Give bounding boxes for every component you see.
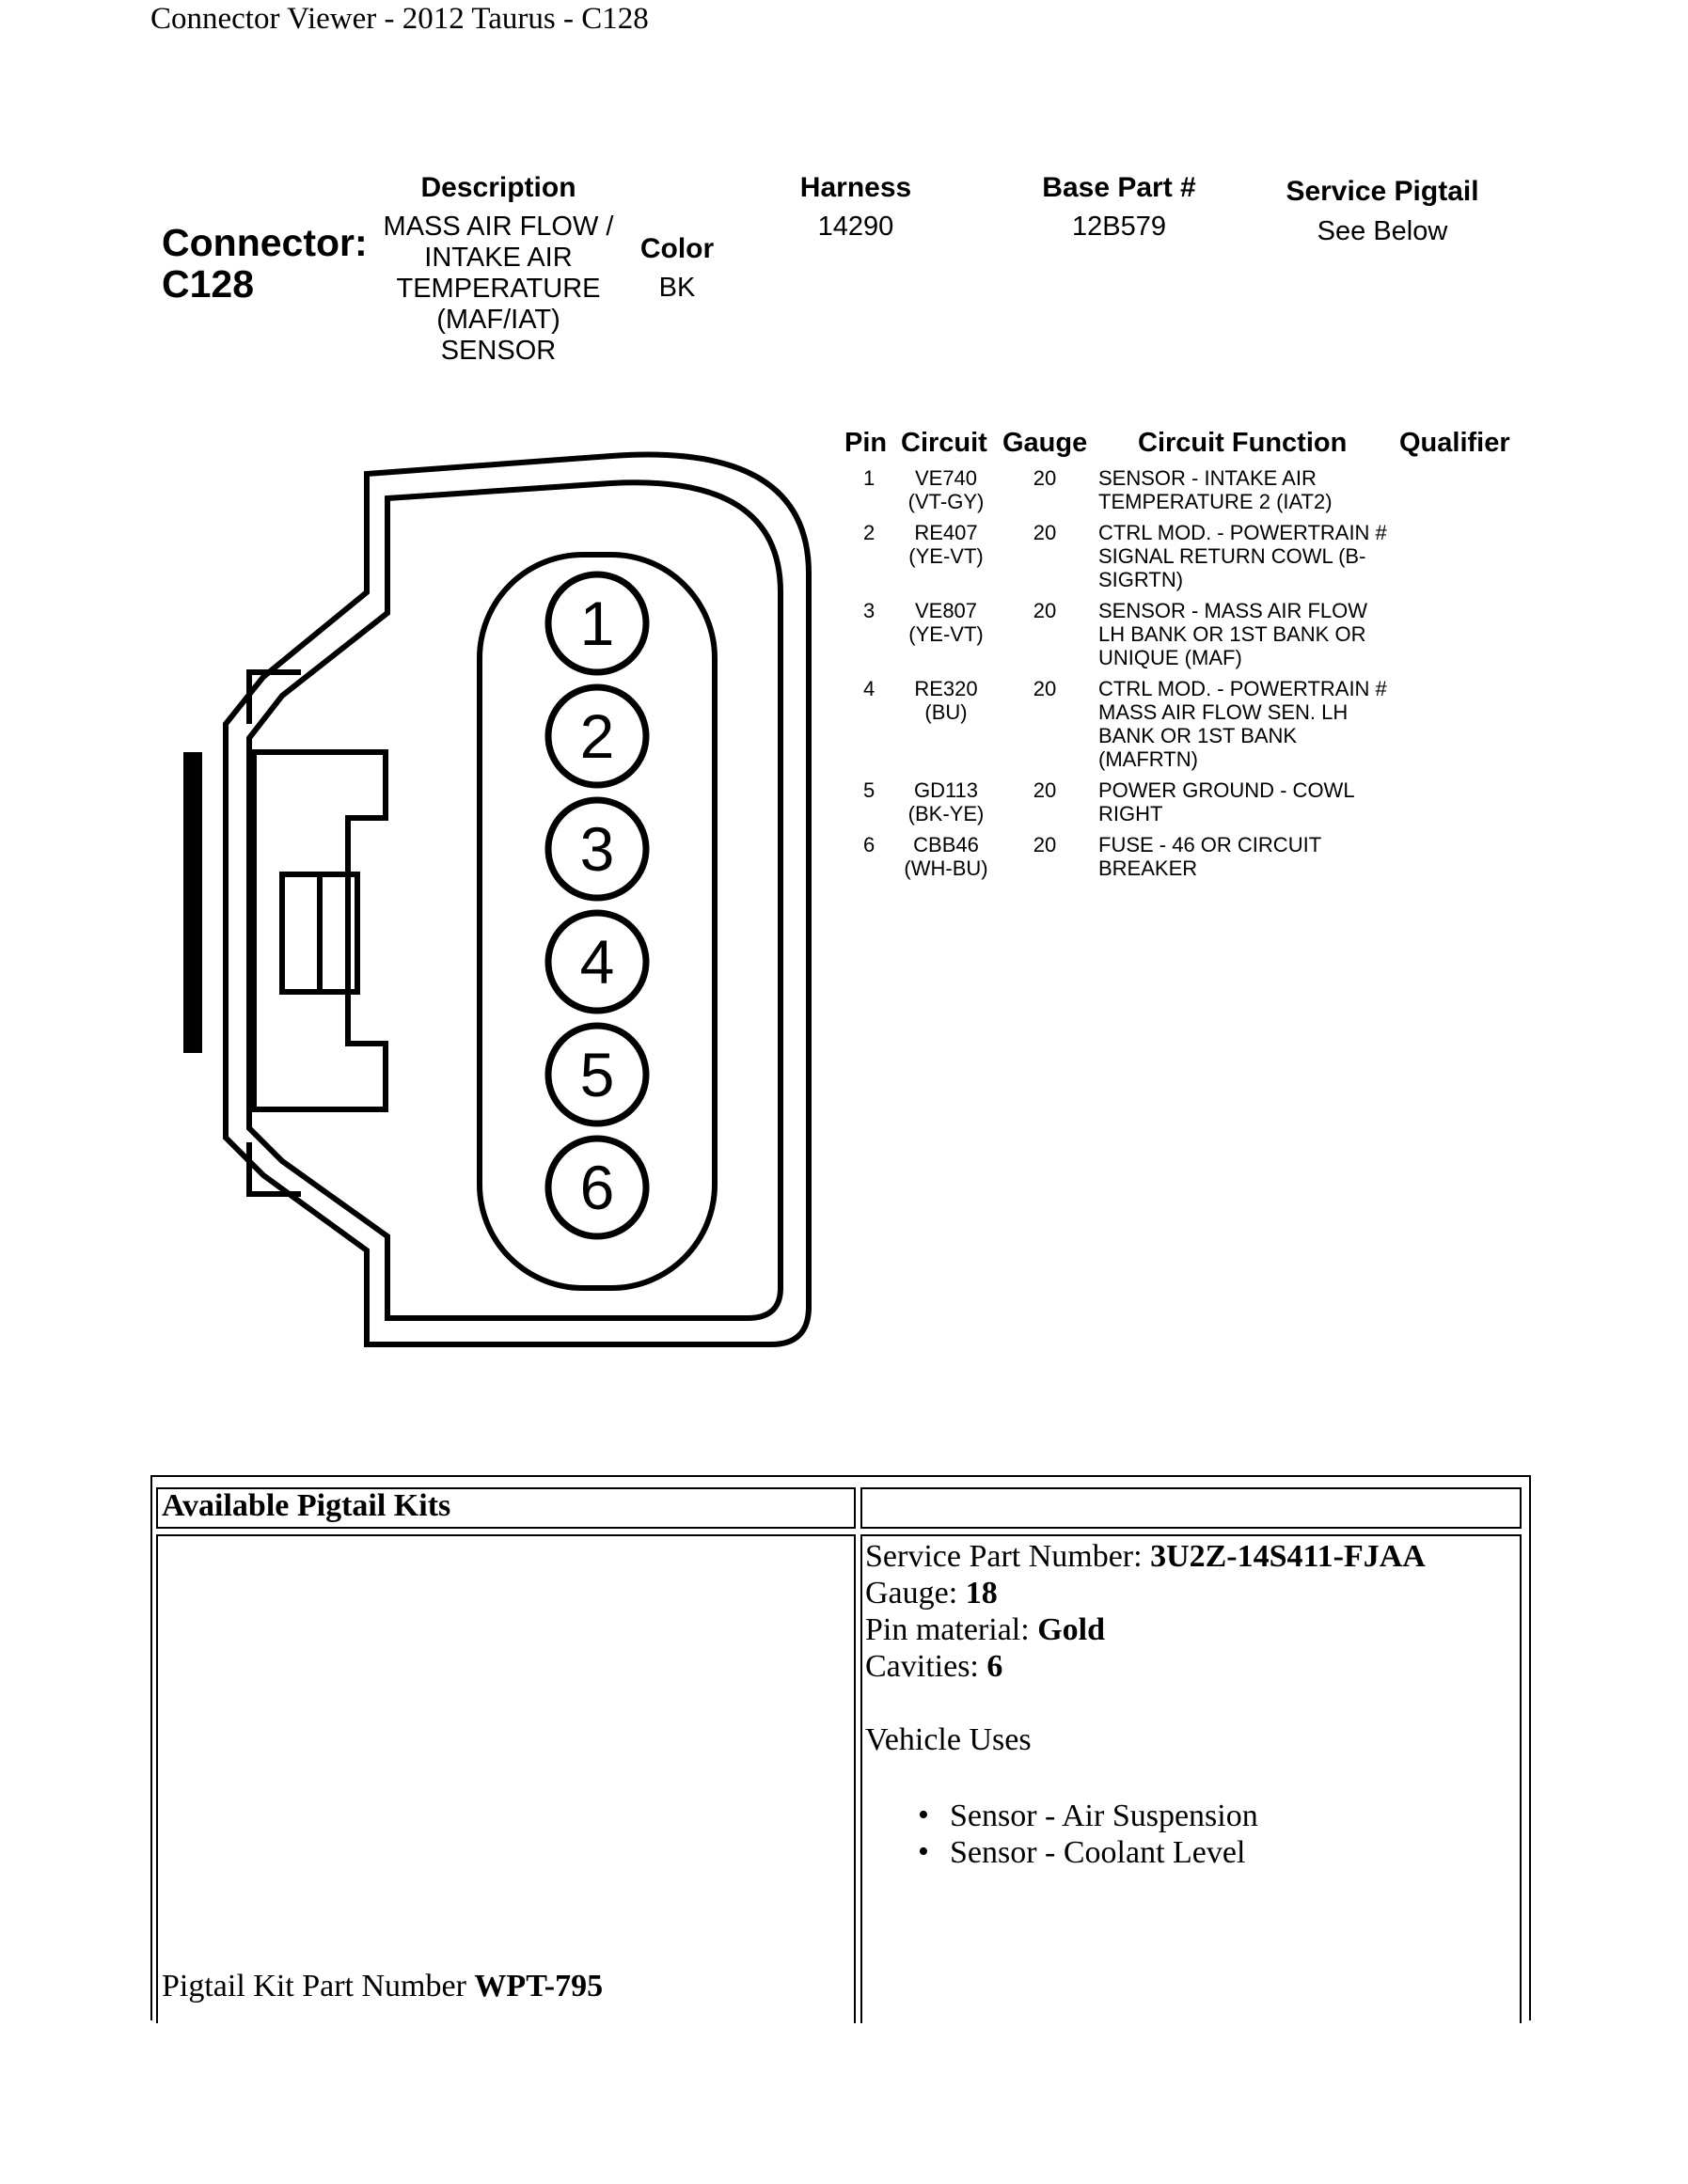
gauge-cell: 20 xyxy=(1033,778,1057,802)
description-line: SENSOR xyxy=(440,336,557,366)
connector-label-line1: Connector: xyxy=(162,221,368,264)
connector-label xyxy=(162,222,368,305)
cavities-value: 6 xyxy=(986,1649,1003,1684)
pin-material-value: Gold xyxy=(1037,1612,1105,1647)
pin-number: 6 xyxy=(579,1153,615,1222)
description-line: TEMPERATURE xyxy=(396,274,601,304)
circuit-cell: RE407 (YE-VT) xyxy=(908,521,984,568)
pin-material-line: Pin material: Gold xyxy=(865,1612,1105,1647)
housing-rib xyxy=(183,752,202,1053)
list-item: • Sensor - Coolant Level xyxy=(950,1834,1426,1871)
color-label: Color xyxy=(639,233,715,264)
pin-number: 1 xyxy=(579,589,615,658)
kits-left-cell xyxy=(156,1534,856,2023)
function-cell: CTRL MOD. - POWERTRAIN # MASS AIR FLOW SEN. LH BANK OR 1ST BANK (MAFRTN) xyxy=(1098,677,1387,771)
pin-number: 4 xyxy=(579,927,615,997)
description-line: (MAF/IAT) xyxy=(436,305,560,335)
pin-number: 2 xyxy=(579,701,615,771)
kit-part-number xyxy=(162,1968,603,2004)
function-cell: FUSE - 46 OR CIRCUIT BREAKER xyxy=(1098,833,1322,880)
service-part-line: Service Part Number: 3U2Z-14S411-FJAA xyxy=(865,1539,1426,1574)
housing-outline xyxy=(226,455,809,1344)
pin-group xyxy=(548,574,646,1236)
col-header-qualifier: Qualifier xyxy=(1399,428,1510,458)
gauge-line: Gauge: 18 xyxy=(865,1576,998,1611)
connector-id: C128 xyxy=(162,262,255,306)
vehicle-uses-label: Vehicle Uses xyxy=(865,1722,1032,1757)
col-header-gauge: Gauge xyxy=(1002,428,1088,458)
side-notch-top xyxy=(249,672,301,724)
gauge-cell: 20 xyxy=(1033,677,1057,700)
pin-number: 3 xyxy=(579,814,615,884)
pin-cell: 5 xyxy=(863,778,876,802)
circuit-cell: RE320 (BU) xyxy=(914,677,978,724)
list-item: • Sensor - Air Suspension xyxy=(950,1798,1426,1834)
kit-part-value: WPT-795 xyxy=(474,1969,604,2003)
kits-heading: Available Pigtail Kits xyxy=(162,1488,451,1523)
function-cell: CTRL MOD. - POWERTRAIN # SIGNAL RETURN COWL (B- SIGRTN) xyxy=(1098,521,1387,591)
harness-label: Harness xyxy=(799,172,912,203)
circuit-cell: CBB46 (WH-BU) xyxy=(904,833,988,880)
circuit-cell: VE807 (YE-VT) xyxy=(908,599,984,646)
base-part-label: Base Part # xyxy=(1042,172,1196,203)
pin-cell: 1 xyxy=(863,466,876,490)
service-part-value: 3U2Z-14S411-FJAA xyxy=(1150,1539,1426,1574)
description-line: INTAKE AIR xyxy=(424,243,573,273)
col-header-pin: Pin xyxy=(844,428,888,458)
pin-cell: 6 xyxy=(863,833,876,856)
circuit-cell: VE740 (VT-GY) xyxy=(907,466,985,513)
col-header-function: Circuit Function xyxy=(1138,428,1348,458)
gauge-cell: 20 xyxy=(1033,599,1057,622)
function-cell: SENSOR - MASS AIR FLOW LH BANK OR 1ST BANK OR UNIQUE (MAF) xyxy=(1098,599,1368,669)
function-cell: POWER GROUND - COWL RIGHT xyxy=(1098,778,1355,825)
kit-part-label: Pigtail Kit Part Number xyxy=(162,1969,466,2003)
base-part-value: 12B579 xyxy=(1072,212,1166,242)
service-pigtail-label: Service Pigtail xyxy=(1286,176,1479,207)
description-label: Description xyxy=(420,172,576,203)
circuit-cell: GD113 (BK-YE) xyxy=(907,778,985,825)
pin-number: 5 xyxy=(579,1040,615,1109)
pin-cell: 4 xyxy=(863,677,876,700)
color-value: BK xyxy=(658,273,696,303)
gauge-cell: 20 xyxy=(1033,521,1057,544)
function-cell: SENSOR - INTAKE AIR TEMPERATURE 2 (IAT2) xyxy=(1098,466,1333,513)
connector-face-diagram xyxy=(169,442,846,1363)
harness-value: 14290 xyxy=(817,212,894,242)
description-value xyxy=(367,212,630,367)
vehicle-uses-list xyxy=(865,1798,1426,1871)
pigtail-kits-table xyxy=(150,1475,1531,2020)
gauge-cell: 20 xyxy=(1033,833,1057,856)
gauge-cell: 20 xyxy=(1033,466,1057,490)
kit-details xyxy=(865,1538,1426,1871)
gauge-value: 18 xyxy=(965,1576,998,1611)
pin-cell: 2 xyxy=(863,521,876,544)
cavities-line: Cavities: 6 xyxy=(865,1649,1003,1684)
page-title: Connector Viewer - 2012 Taurus - C128 xyxy=(150,2,649,36)
kits-heading-cell-right xyxy=(860,1487,1522,1529)
col-header-circuit: Circuit xyxy=(901,428,987,458)
description-line: MASS AIR FLOW / xyxy=(383,212,614,242)
service-pigtail-value: See Below xyxy=(1317,216,1448,246)
pin-cell: 3 xyxy=(863,599,876,622)
